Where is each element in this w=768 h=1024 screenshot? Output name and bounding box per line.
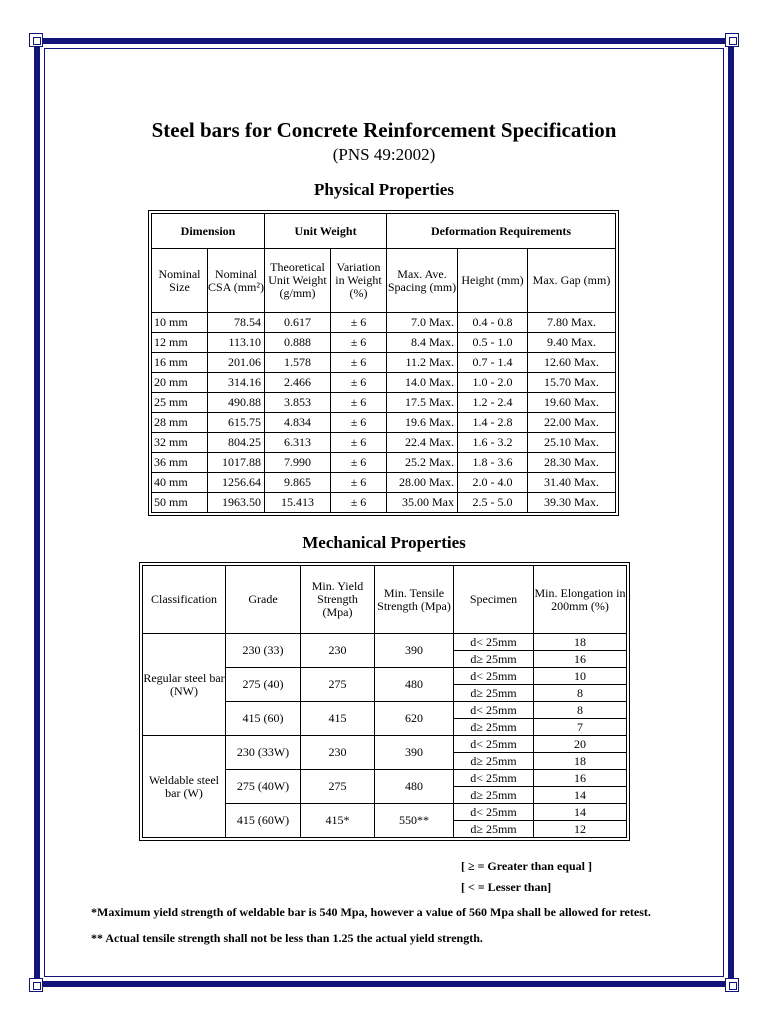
column-header: Grade <box>226 566 301 634</box>
column-header: Specimen <box>454 566 534 634</box>
table-cell: 12 mm <box>152 333 208 353</box>
tensile-cell: 480 <box>375 668 454 702</box>
table-cell: 1.8 - 3.6 <box>458 453 528 473</box>
table-cell: 201.06 <box>208 353 265 373</box>
footnote-yield: *Maximum yield strength of weldable bar is 540 Mpa, however a value of 560 Mpa shall be allowed for retest. <box>91 905 651 919</box>
mechanical-heading: Mechanical Properties <box>302 533 466 552</box>
column-header: Min. Elongation in 200mm (%) <box>534 566 627 634</box>
grade-cell: 415 (60W) <box>226 804 301 838</box>
corner-ornament-bl <box>29 978 43 992</box>
table-cell: 1.578 <box>265 353 331 373</box>
yield-cell: 415 <box>301 702 375 736</box>
specimen-cell: d≥ 25mm <box>454 685 534 702</box>
specimen-cell: d< 25mm <box>454 668 534 685</box>
page-subtitle: (PNS 49:2002) <box>332 145 436 164</box>
table-cell: 28.30 Max. <box>528 453 616 473</box>
grade-cell: 230 (33W) <box>226 736 301 770</box>
table-cell: 10 mm <box>152 313 208 333</box>
yield-cell: 275 <box>301 770 375 804</box>
elongation-cell: 18 <box>534 753 627 770</box>
yield-cell: 275 <box>301 668 375 702</box>
column-header: Min. Yield Strength (Mpa) <box>301 566 375 634</box>
table-cell: ± 6 <box>331 393 387 413</box>
page-title: Steel bars for Concrete Reinforcement Specification <box>151 118 617 142</box>
table-cell: 0.5 - 1.0 <box>458 333 528 353</box>
tensile-cell: 620 <box>375 702 454 736</box>
physical-heading: Physical Properties <box>314 180 454 199</box>
column-header: Classification <box>143 566 226 634</box>
column-header: Max. Ave. Spacing (mm) <box>387 249 458 313</box>
table-row <box>152 353 616 373</box>
elongation-cell: 14 <box>534 804 627 821</box>
table-cell: 1.0 - 2.0 <box>458 373 528 393</box>
grade-cell: 275 (40) <box>226 668 301 702</box>
yield-cell: 230 <box>301 736 375 770</box>
tensile-cell: 390 <box>375 736 454 770</box>
grade-cell: 275 (40W) <box>226 770 301 804</box>
tensile-cell: 550** <box>375 804 454 838</box>
specimen-cell: d≥ 25mm <box>454 651 534 668</box>
table-cell: 0.617 <box>265 313 331 333</box>
physical-properties-table <box>151 213 616 513</box>
table-row <box>152 313 616 333</box>
table-cell: 7.990 <box>265 453 331 473</box>
table-cell: 9.40 Max. <box>528 333 616 353</box>
elongation-cell: 20 <box>534 736 627 753</box>
table-cell: 25.2 Max. <box>387 453 458 473</box>
column-header: Variation in Weight (%) <box>331 249 387 313</box>
mechanical-properties-table <box>142 565 627 838</box>
column-header: Nominal CSA (mm²) <box>208 249 265 313</box>
table-cell: 50 mm <box>152 493 208 513</box>
corner-ornament-br <box>725 978 739 992</box>
elongation-cell: 8 <box>534 702 627 719</box>
elongation-cell: 12 <box>534 821 627 838</box>
table-cell: 1.6 - 3.2 <box>458 433 528 453</box>
table-row <box>152 493 616 513</box>
group-header: Dimension <box>152 214 265 249</box>
table-cell: 1.4 - 2.8 <box>458 413 528 433</box>
specimen-cell: d≥ 25mm <box>454 719 534 736</box>
table-cell: 19.6 Max. <box>387 413 458 433</box>
table-cell: ± 6 <box>331 313 387 333</box>
elongation-cell: 16 <box>534 770 627 787</box>
classification-cell: Regular steel bar (NW) <box>143 634 226 736</box>
tensile-cell: 480 <box>375 770 454 804</box>
classification-cell: Weldable steel bar (W) <box>143 736 226 838</box>
table-row <box>143 634 627 651</box>
table-cell: 20 mm <box>152 373 208 393</box>
yield-cell: 230 <box>301 634 375 668</box>
table-cell: 2.0 - 4.0 <box>458 473 528 493</box>
table-row <box>152 453 616 473</box>
table-cell: ± 6 <box>331 473 387 493</box>
elongation-cell: 10 <box>534 668 627 685</box>
elongation-cell: 7 <box>534 719 627 736</box>
elongation-cell: 14 <box>534 787 627 804</box>
table-row <box>152 413 616 433</box>
table-cell: 4.834 <box>265 413 331 433</box>
column-header: Nominal Size <box>152 249 208 313</box>
table-cell: 35.00 Max <box>387 493 458 513</box>
table-row <box>152 433 616 453</box>
table-cell: 12.60 Max. <box>528 353 616 373</box>
table-cell: 25.10 Max. <box>528 433 616 453</box>
specimen-cell: d< 25mm <box>454 634 534 651</box>
table-cell: 615.75 <box>208 413 265 433</box>
table-cell: 0.888 <box>265 333 331 353</box>
table-cell: ± 6 <box>331 373 387 393</box>
table-cell: 7.0 Max. <box>387 313 458 333</box>
elongation-cell: 18 <box>534 634 627 651</box>
table-cell: 15.413 <box>265 493 331 513</box>
table-cell: 78.54 <box>208 313 265 333</box>
table-cell: 8.4 Max. <box>387 333 458 353</box>
specimen-cell: d< 25mm <box>454 702 534 719</box>
table-cell: 2.466 <box>265 373 331 393</box>
table-cell: 1017.88 <box>208 453 265 473</box>
legend-greater-equal: [ ≥ = Greater than equal ] <box>461 859 592 873</box>
table-cell: 40 mm <box>152 473 208 493</box>
table-cell: 11.2 Max. <box>387 353 458 373</box>
table-cell: 2.5 - 5.0 <box>458 493 528 513</box>
table-row <box>152 373 616 393</box>
table-cell: 22.4 Max. <box>387 433 458 453</box>
specimen-cell: d≥ 25mm <box>454 821 534 838</box>
table-row <box>152 393 616 413</box>
table-cell: ± 6 <box>331 353 387 373</box>
specimen-cell: d≥ 25mm <box>454 787 534 804</box>
table-cell: 25 mm <box>152 393 208 413</box>
table-cell: 22.00 Max. <box>528 413 616 433</box>
table-cell: 14.0 Max. <box>387 373 458 393</box>
specimen-cell: d< 25mm <box>454 770 534 787</box>
table-cell: 1963.50 <box>208 493 265 513</box>
table-cell: 0.4 - 0.8 <box>458 313 528 333</box>
column-header: Theoretical Unit Weight (g/mm) <box>265 249 331 313</box>
table-cell: 314.16 <box>208 373 265 393</box>
table-cell: 1256.64 <box>208 473 265 493</box>
table-cell: 6.313 <box>265 433 331 453</box>
grade-cell: 230 (33) <box>226 634 301 668</box>
table-cell: 804.25 <box>208 433 265 453</box>
grade-cell: 415 (60) <box>226 702 301 736</box>
table-cell: 0.7 - 1.4 <box>458 353 528 373</box>
table-row <box>152 473 616 493</box>
table-cell: ± 6 <box>331 493 387 513</box>
table-row <box>152 333 616 353</box>
column-header: Height (mm) <box>458 249 528 313</box>
elongation-cell: 8 <box>534 685 627 702</box>
group-header: Deformation Requirements <box>387 214 616 249</box>
specimen-cell: d< 25mm <box>454 804 534 821</box>
corner-ornament-tr <box>725 33 739 47</box>
legend-lesser-than: [ < = Lesser than] <box>461 880 552 894</box>
table-cell: 113.10 <box>208 333 265 353</box>
table-cell: 17.5 Max. <box>387 393 458 413</box>
table-cell: 32 mm <box>152 433 208 453</box>
table-cell: 3.853 <box>265 393 331 413</box>
table-cell: ± 6 <box>331 453 387 473</box>
column-header: Max. Gap (mm) <box>528 249 616 313</box>
table-cell: 9.865 <box>265 473 331 493</box>
table-cell: 16 mm <box>152 353 208 373</box>
corner-ornament-tl <box>29 33 43 47</box>
table-cell: 1.2 - 2.4 <box>458 393 528 413</box>
elongation-cell: 16 <box>534 651 627 668</box>
table-cell: 31.40 Max. <box>528 473 616 493</box>
table-cell: 7.80 Max. <box>528 313 616 333</box>
specimen-cell: d≥ 25mm <box>454 753 534 770</box>
column-header: Min. Tensile Strength (Mpa) <box>375 566 454 634</box>
table-cell: 36 mm <box>152 453 208 473</box>
table-cell: ± 6 <box>331 333 387 353</box>
table-row <box>143 736 627 753</box>
footnote-tensile: ** Actual tensile strength shall not be less than 1.25 the actual yield strength. <box>91 931 483 945</box>
table-cell: 28.00 Max. <box>387 473 458 493</box>
table-cell: 15.70 Max. <box>528 373 616 393</box>
group-header: Unit Weight <box>265 214 387 249</box>
tensile-cell: 390 <box>375 634 454 668</box>
table-cell: 490.88 <box>208 393 265 413</box>
table-cell: 39.30 Max. <box>528 493 616 513</box>
table-cell: 19.60 Max. <box>528 393 616 413</box>
specimen-cell: d< 25mm <box>454 736 534 753</box>
table-cell: ± 6 <box>331 413 387 433</box>
yield-cell: 415* <box>301 804 375 838</box>
table-cell: 28 mm <box>152 413 208 433</box>
table-cell: ± 6 <box>331 433 387 453</box>
